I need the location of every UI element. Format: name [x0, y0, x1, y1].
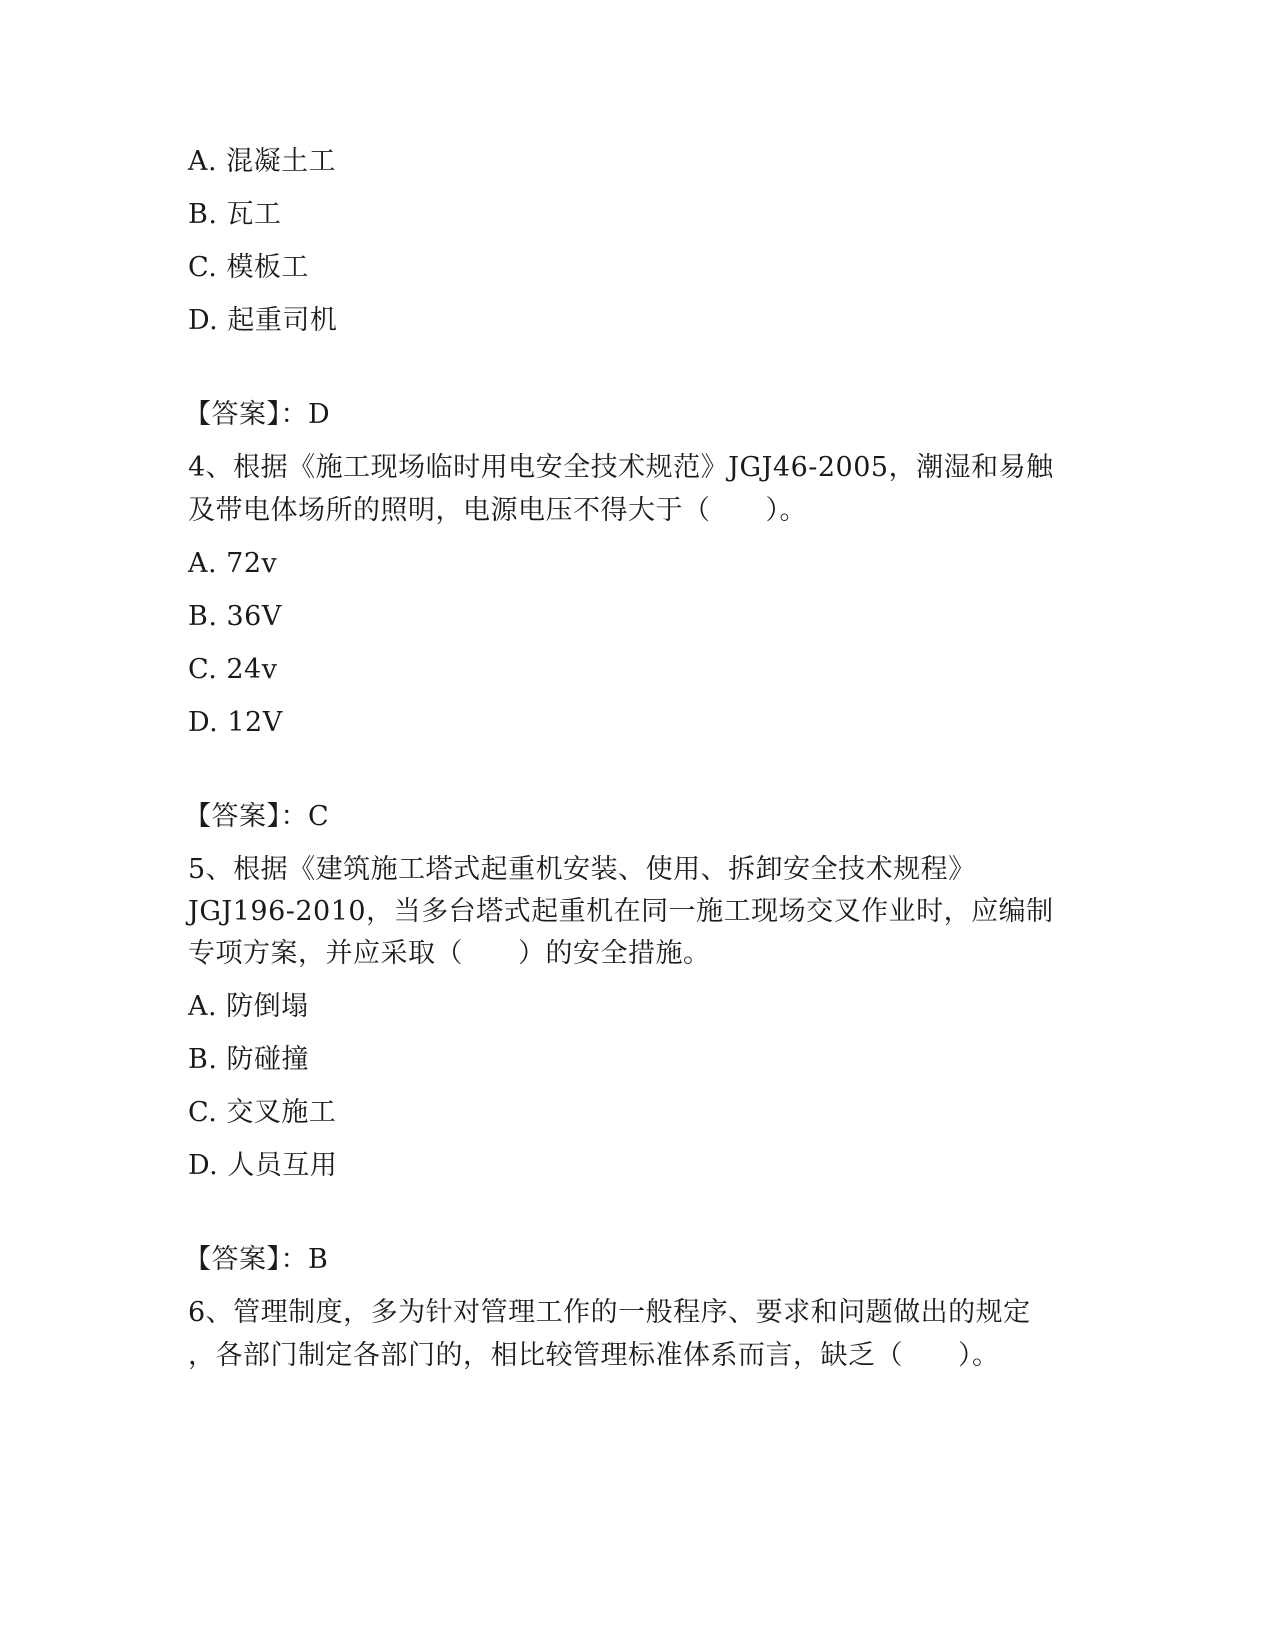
q3-answer: 【答案】：D — [184, 399, 331, 430]
q3-option-d: D. 起重司机 — [188, 305, 338, 336]
q4-option-c: C. 24v — [188, 654, 278, 685]
q5-answer: 【答案】：B — [184, 1244, 329, 1275]
q5-question-line-3: 专项方案，并应采取（ ）的安全措施。 — [188, 938, 711, 969]
q4-option-d: D. 12V — [188, 707, 283, 738]
q5-option-d: D. 人员互用 — [188, 1150, 338, 1181]
q4-answer: 【答案】：C — [184, 801, 330, 832]
q3-option-b: B. 瓦工 — [188, 199, 282, 230]
q5-option-a: A. 防倒塌 — [188, 991, 309, 1022]
q5-option-c: C. 交叉施工 — [188, 1097, 337, 1128]
q3-option-a: A. 混凝土工 — [188, 146, 337, 177]
q5-question-line-2: JGJ196-2010，当多台塔式起重机在同一施工现场交叉作业时，应编制 — [188, 896, 1054, 927]
q5-question-line-1: 5、根据《建筑施工塔式起重机安装、使用、拆卸安全技术规程》 — [188, 854, 976, 885]
q6-question-line-1: 6、管理制度，多为针对管理工作的一般程序、要求和问题做出的规定 — [188, 1297, 1031, 1328]
q4-question-line-2: 及带电体场所的照明，电源电压不得大于（ ）。 — [188, 495, 807, 526]
q4-question-line-1: 4、根据《施工现场临时用电安全技术规范》JGJ46-2005，潮湿和易触 — [188, 452, 1054, 483]
q3-option-c: C. 模板工 — [188, 252, 309, 283]
q5-option-b: B. 防碰撞 — [188, 1044, 310, 1075]
document-page — [184, 0, 1088, 1650]
q4-option-a: A. 72v — [188, 548, 278, 579]
q4-option-b: B. 36V — [188, 601, 282, 632]
q6-question-line-2: ，各部门制定各部门的，相比较管理标准体系而言，缺乏（ ）。 — [188, 1340, 1000, 1371]
